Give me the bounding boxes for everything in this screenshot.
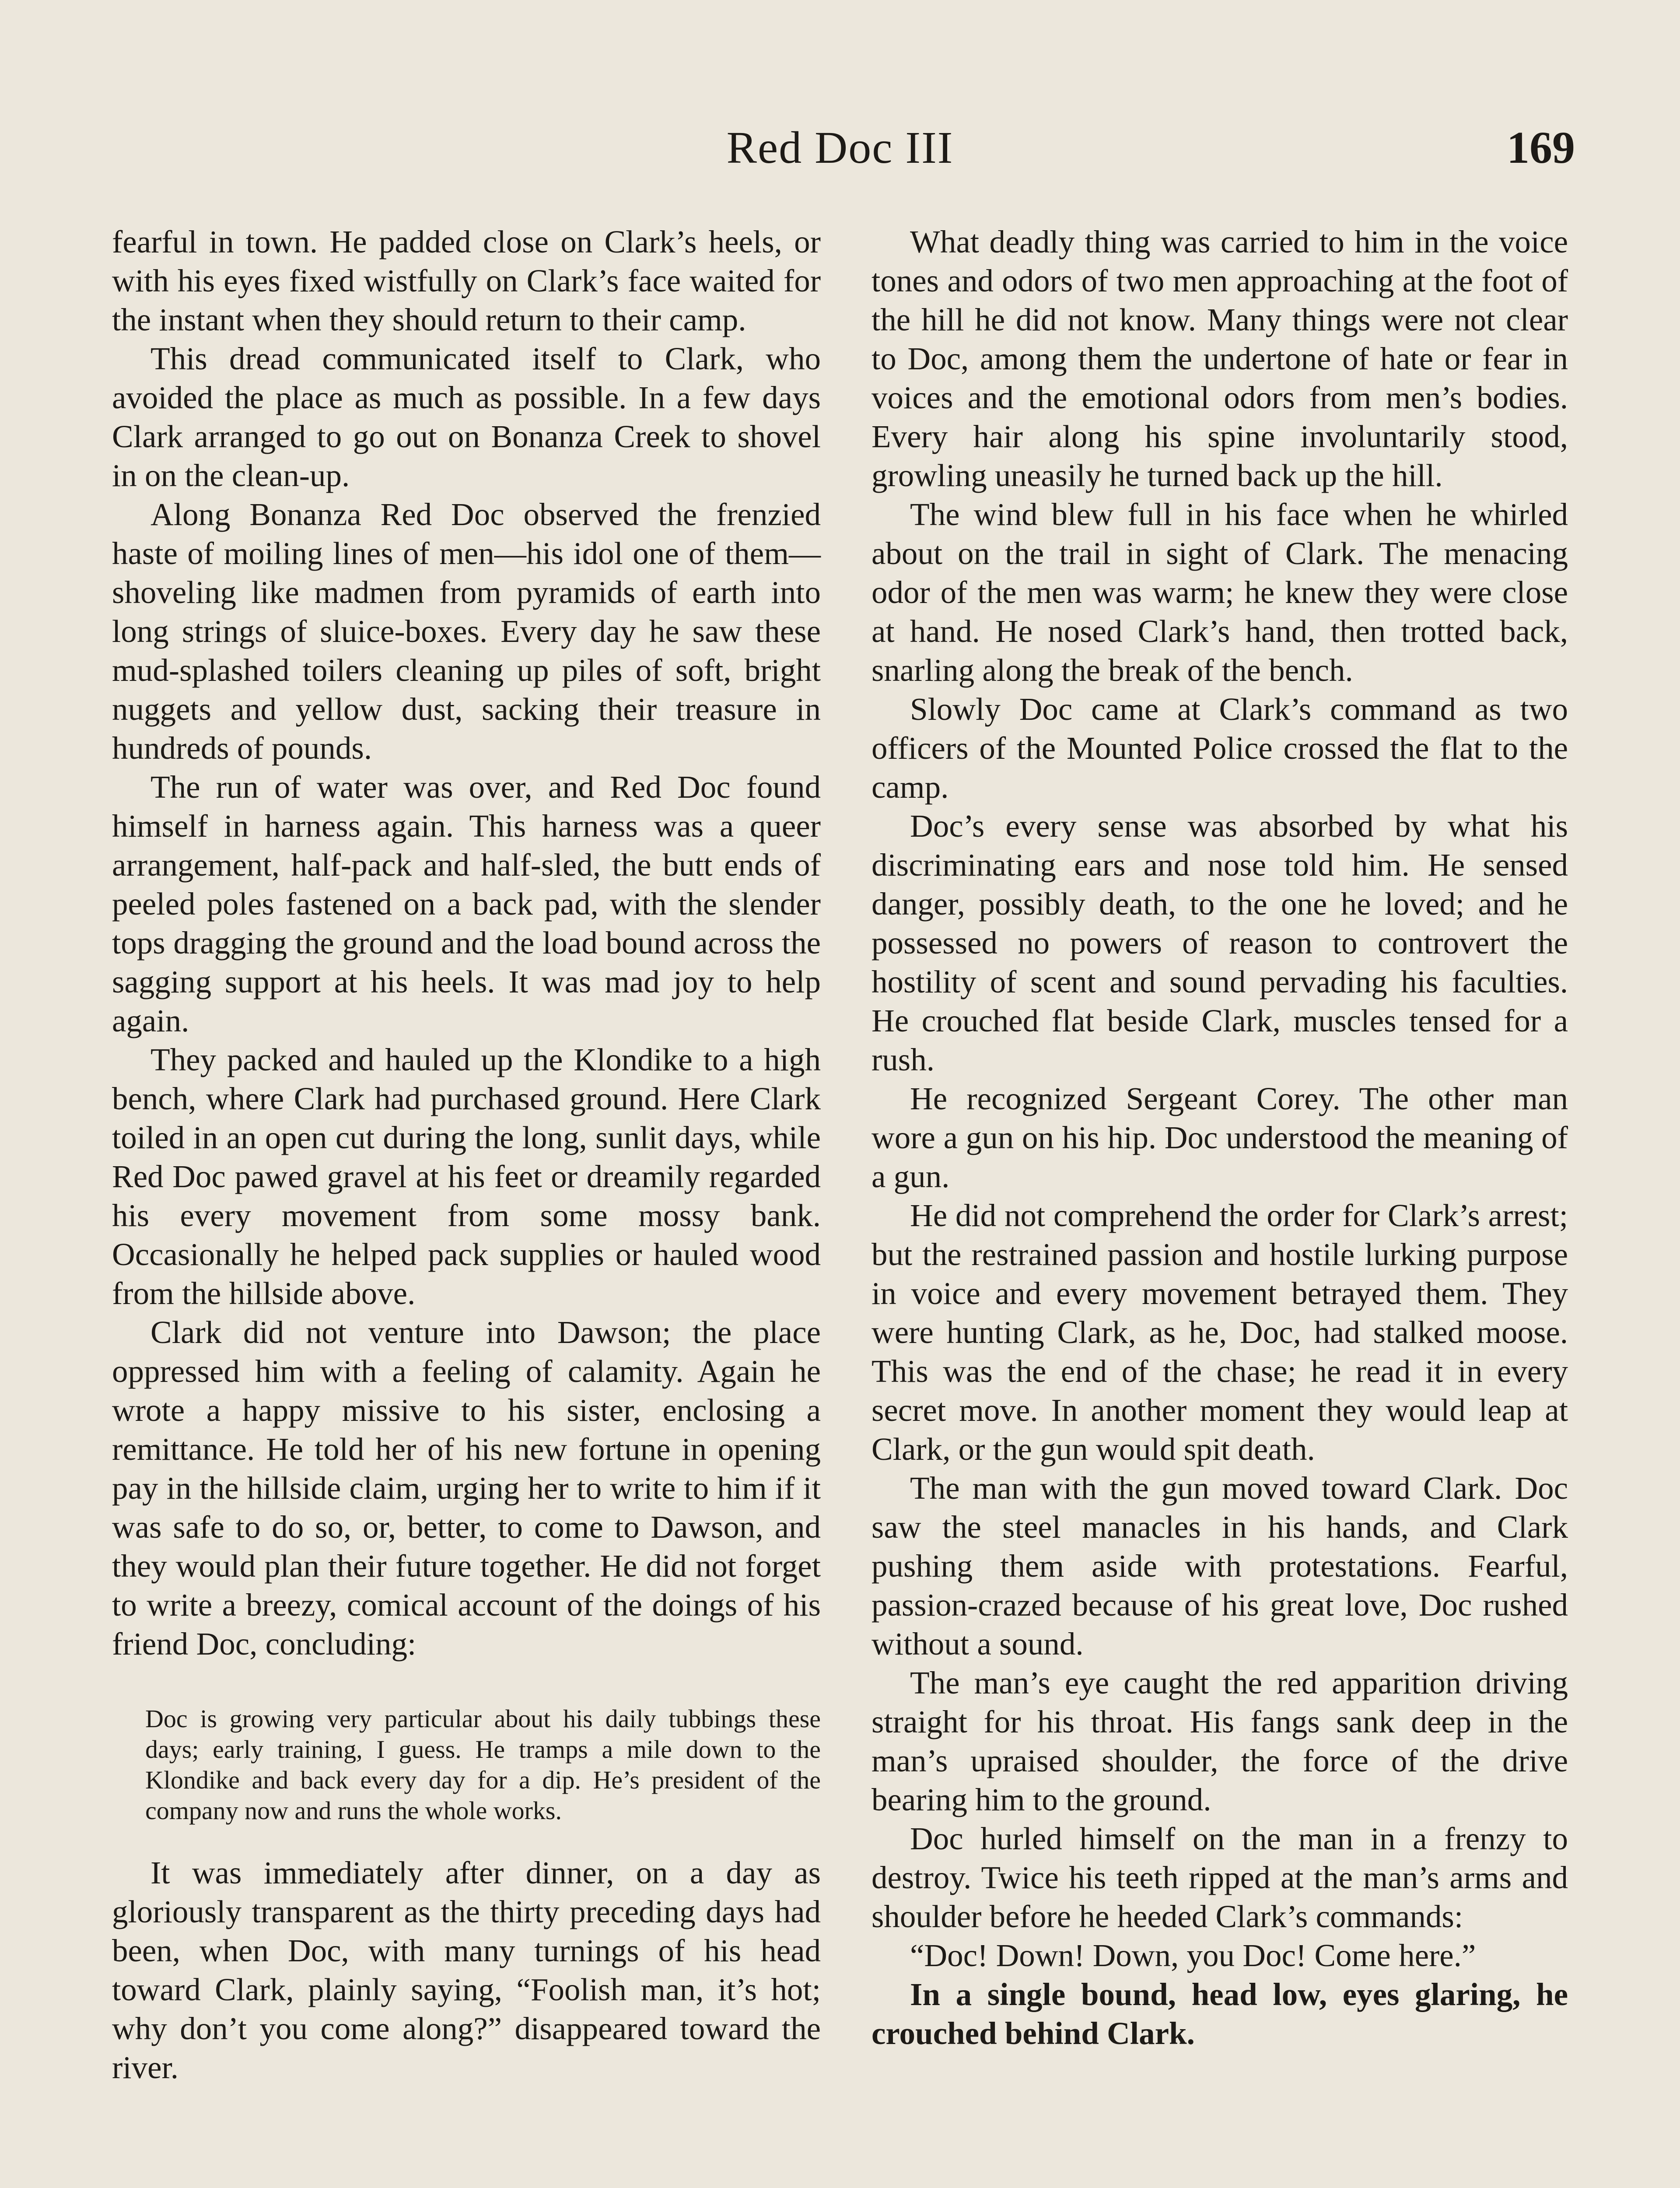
paragraph: This dread communicated itself to Clark, who avoided the place as much as possible. In a few days Clark arranged to go out on Bonanza Creek to shovel in on the clean-up. [112, 341, 821, 493]
letter-quote: Doc is growing very particular about his daily tubbings these days; early training, I guess. He tramps a mile down to the Klondike and back every day for a dip. He’s president of the company now and runs the whole works. [145, 1704, 821, 1825]
paragraph: He recognized Sergeant Corey. The other man wore a gun on his hip. Doc understood the meaning of a gun. [872, 1081, 1568, 1194]
paragraph: They packed and hauled up the Klondike to a high bench, where Clark had purchased ground. Here Clark toiled in an open cut during the long, sunlit days, while Red Doc pawed gravel at his feet or dreamily regarded his every movement from some mossy bank. Occasionally he helped pack supplies or hauled wood from the hillside above. [112, 1042, 821, 1311]
paragraph: He did not comprehend the order for Clark’s arrest; but the restrained passion and hostile lurking purpose in voice and every movement betrayed them. They were hunting Clark, as he, Doc, had stalked moose. This was the end of the chase; he read it in every secret move. In another moment they would leap at Clark, or the gun would spit death. [872, 1198, 1568, 1467]
paragraph: Doc hurled himself on the man in a frenzy to destroy. Twice his teeth ripped at the man’s arms and shoulder before he heeded Clark’s commands: [872, 1821, 1568, 1934]
paragraph: fearful in town. He padded close on Clark’s heels, or with his eyes fixed wistfully on Clark’s face waited for the instant when they should return to their camp. [112, 224, 821, 337]
paragraph: The run of water was over, and Red Doc found himself in harness again. This harness was a queer arrangement, half-pack and half-sled, the butt ends of peeled poles fastened on a back pad, with the slender tops dragging the ground and the load bound across the sagging support at his heels. It was mad joy to help again. [112, 769, 821, 1038]
paragraph: Doc’s every sense was absorbed by what his discriminating ears and nose told him. He sensed danger, possibly death, to the one he loved; and he possessed no powers of reason to controvert the hostility of scent and sound pervading his faculties. He crouched flat beside Clark, muscles tensed for a rush. [872, 808, 1568, 1077]
paragraph: The wind blew full in his face when he whirled about on the trail in sight of Clark. The menacing odor of the men was warm; he knew they were close at hand. He nosed Clark’s hand, then trotted back, snarling along the break of the bench. [872, 497, 1568, 688]
paragraph: Slowly Doc came at Clark’s command as two officers of the Mounted Police crossed the flat to the camp. [872, 691, 1568, 805]
right-column [872, 222, 1568, 2053]
left-column [112, 222, 821, 2087]
paragraph: The man’s eye caught the red apparition driving straight for his throat. His fangs sank deep in the man’s upraised shoulder, the force of the drive bearing him to the ground. [872, 1665, 1568, 1817]
running-title: Red Doc III [726, 123, 954, 173]
paragraph: Clark did not venture into Dawson; the place oppressed him with a feeling of calamity. Again he wrote a happy missive to his sister, enclosing a remittance. He told her of his new fortune in opening pay in the hillside claim, urging her to write to him if it was safe to do so, or, better, to come to Dawson, and they would plan their future together. He did not forget to write a breezy, comical account of the doings of his friend Doc, concluding: [112, 1315, 821, 1662]
paragraph: In a single bound, head low, eyes glaring, he crouched behind Clark. [872, 1977, 1568, 2051]
paragraph: It was immediately after dinner, on a day as gloriously transparent as the thirty preceding days had been, when Doc, with many turnings of his head toward Clark, plainly saying, “Foolish man, it’s hot; why don’t you come along?” disappeared toward the river. [112, 1855, 821, 2085]
paragraph: What deadly thing was carried to him in the voice tones and odors of two men approaching at the foot of the hill he did not know. Many things were not clear to Doc, among them the undertone of hate or fear in voices and the emotional odors from men’s bodies. Every hair along his spine involuntarily stood, growling uneasily he turned back up the hill. [872, 224, 1568, 493]
page-number: 169 [1507, 123, 1575, 173]
paragraph: “Doc! Down! Down, you Doc! Come here.” [910, 1938, 1476, 1973]
paragraph: The man with the gun moved toward Clark. Doc saw the steel manacles in his hands, and Clark pushing them aside with protestations. Fearful, passion-crazed because of his great love, Doc rushed without a sound. [872, 1470, 1568, 1662]
paragraph: Along Bonanza Red Doc observed the frenzied haste of moiling lines of men—his idol one of them—shoveling like madmen from pyramids of earth into long strings of sluice-boxes. Every day he saw these mud-splashed toilers cleaning up piles of soft, bright nuggets and yellow dust, sacking their treasure in hundreds of pounds. [112, 497, 821, 766]
